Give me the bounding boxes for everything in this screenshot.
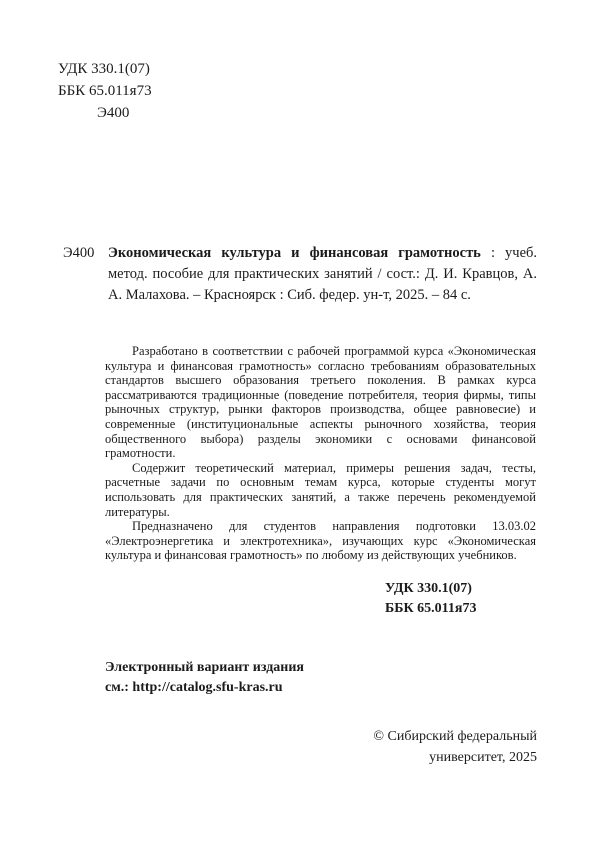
bbk-number: ББК 65.011я73 — [58, 83, 152, 99]
copyright-holder: © Сибирский федеральный — [373, 729, 537, 744]
bib-title: Экономическая культура и финансовая грамотность — [108, 245, 481, 261]
annotation-paragraph-2: Содержит теоретический материал, примеры решения задач, тесты, расчетные задачи по основным темам курса, которые студенты могут использовать для практических занятий, а также перечень рекомендуемой литературы. — [105, 460, 536, 519]
bib-description: : учеб. метод. пособие для практических занятий / сост.: Д. И. Кравцов, А. А. Малахова. – Красноярск : Сиб. федер. ун-т, 2025. – 84 с. — [108, 245, 538, 303]
copyright-notice — [373, 726, 537, 768]
bib-author-sign: Э400 — [63, 245, 95, 261]
catalog-url: см.: http://catalog.sfu-kras.ru — [105, 680, 283, 695]
bbk-number-repeat: ББК 65.011я73 — [385, 601, 477, 616]
electronic-edition-label: Электронный вариант издания — [105, 660, 304, 675]
annotation-paragraph-3: Предназначено для студентов направления подготовки 13.03.02 «Электроэнергетика и электротехника», изучающих курс «Экономическая культура и финансовая грамотность» по любому из действующих учебников. — [105, 519, 536, 563]
annotation-paragraph-1: Разработано в соответствии с рабочей программой курса «Экономическая культура и финансовая грамотность» согласно требованиям образовательных стандартов высшего образования третьего поколения. В рамках курса рассматриваются традиционные (поведение потребителя, теория фирмы, типы рыночных структур, рынки факторов производства, общее равновесие) и современные (институциональные аспекты рыночного хозяйства, теория общественного выбора) разделы экономики с основами финансовой грамотности. — [105, 344, 536, 461]
udk-number: УДК 330.1(07) — [58, 61, 150, 77]
top-classification-block — [58, 58, 152, 124]
electronic-edition-note — [105, 658, 304, 698]
udk-number-repeat: УДК 330.1(07) — [385, 581, 472, 596]
copyright-year: университет, 2025 — [429, 750, 537, 765]
bibliographic-entry — [108, 243, 537, 306]
footer-classification-block — [385, 579, 476, 619]
annotation-block — [105, 344, 536, 563]
author-sign: Э400 — [97, 105, 130, 121]
